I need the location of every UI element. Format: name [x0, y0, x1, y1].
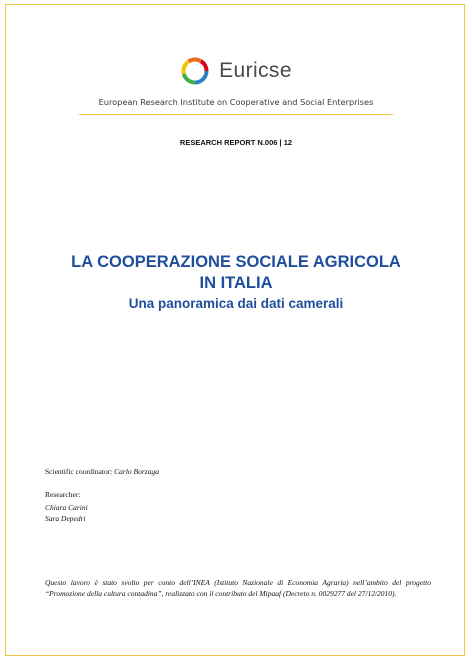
coordinator-name: Carlo Borzaga	[114, 467, 159, 476]
logo	[0, 56, 472, 90]
report-number: RESEARCH REPORT N.006 | 12	[179, 138, 293, 147]
researcher-label: Researcher:	[45, 490, 81, 499]
researcher-name: Chiara Carini	[45, 503, 88, 512]
researcher-name: Sara Depedri	[45, 514, 86, 523]
brand-name: Euricse	[219, 59, 292, 82]
header-divider	[79, 114, 393, 115]
subtitle: Una panoramica dai dati camerali	[128, 296, 344, 311]
institute-tagline: European Research Institute on Cooperative and Social Enterprises	[98, 97, 374, 107]
main-title	[0, 252, 472, 294]
main-title-line1: LA COOPERAZIONE SOCIALE AGRICOLA	[71, 253, 401, 271]
coordinator-label: Scientific coordinator:	[45, 467, 113, 476]
coordinator-line	[45, 467, 159, 476]
main-title-line2: IN ITALIA	[199, 274, 273, 292]
euricse-ring-icon	[180, 56, 210, 86]
funding-note: Questo lavoro è stato svolto per conto dell’INEA (Istituto Nazionale di Economia Agraria) nell’ambito del progetto “Promozione della cultura contadina”, realizzato con il contributo del Mipaaf (Decreto n. 0029277 del 27/12/2010).	[45, 578, 431, 598]
